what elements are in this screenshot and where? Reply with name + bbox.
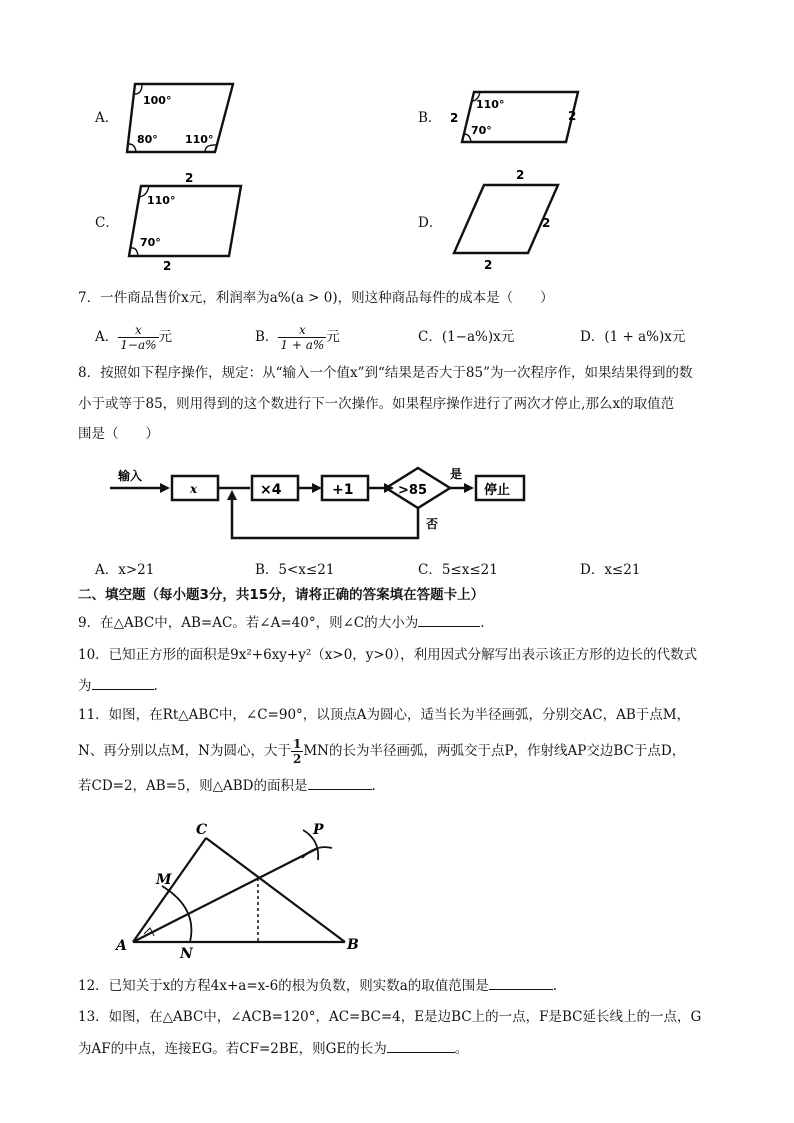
q10-prefix: 为 [78, 678, 92, 694]
flow-input-label: 输入 [118, 469, 143, 483]
q11-frac-den: 2 [292, 751, 302, 766]
q9-answer-blank[interactable] [418, 612, 480, 627]
option-b-label: B． [418, 110, 442, 126]
q11-line-1: 11．如图，在Rt△ABC中，∠C=90°，以顶点A为圆心，适当长为半径画弧，分别交AC，AB于点M， [78, 707, 691, 723]
q12-answer-blank[interactable] [489, 975, 553, 990]
side-d-top: 2 [516, 168, 525, 182]
angle-c-bottom: 70° [140, 236, 161, 249]
q7-option-c: C．(1−a%)x元 [418, 329, 515, 345]
angle-b-bottom: 70° [471, 124, 492, 137]
q10-end: . [153, 678, 158, 694]
q11-triangle-figure [110, 818, 370, 962]
section-2-heading: 二、填空题（每小题3分，共15分，请将正确的答案填在答题卡上） [78, 587, 485, 603]
q13-end: 。 [454, 1041, 469, 1057]
angle-c-top: 110° [147, 194, 176, 207]
q8-line-2: 小于或等于85，则用得到的这个数进行下一次操作。如果程序操作进行了两次才停止,那么x的取值范 [78, 396, 675, 412]
q12-line [78, 975, 557, 996]
q7-a-den: 1−a% [120, 337, 157, 352]
q11-end: . [371, 778, 376, 794]
q10-answer-blank[interactable] [92, 675, 154, 690]
q11-frac-num: 1 [292, 736, 302, 751]
q9-text: 9．在△ABC中，AB=AC。若∠A=40°，则∠C的大小为 [78, 615, 419, 631]
q10-line-2 [78, 675, 158, 696]
q13-text: 为AF的中点，连接EG。若CF=2BE，则GE的长为 [78, 1041, 387, 1057]
flow-condition: >85 [398, 483, 427, 498]
option-a-label: A． [95, 110, 119, 126]
q12-text: 12．已知关于x的方程4x+a=x-6的根为负数，则实数a的取值范围是 [78, 978, 489, 994]
point-p-label: P [313, 822, 324, 838]
q10-line-1: 10．已知正方形的面积是9x²+6xy+y²（x>0，y>0），利用因式分解写出表示该正方形的边长的代数式 [78, 647, 698, 663]
q11-text-b: MN的长为半径画弧，两弧交于点P，作射线AP交边BC于点D， [303, 743, 686, 759]
parallelogram-a-figure [125, 82, 237, 154]
q7-option-d: D．(1 + a%)x元 [580, 329, 686, 345]
q11-answer-blank[interactable] [308, 775, 372, 790]
q8-line-3: 围是（ ） [78, 426, 159, 442]
option-d-label: D． [418, 215, 443, 231]
vertex-b-label: B [347, 937, 359, 953]
q8-line-1: 8．按照如下程序操作，规定：从“输入一个值x”到“结果是否大于85”为一次程序作，如果结果得到的数 [78, 365, 693, 381]
side-b-right: 2 [568, 109, 577, 123]
q9-end: . [480, 615, 485, 631]
angle-a-bottom-left: 80° [137, 133, 158, 146]
q8-option-d: D．x≤21 [580, 562, 641, 578]
side-c-top: 2 [185, 171, 194, 185]
q7-stem: 7．一件商品售价x元，利润率为a%(a > 0)，则这种商品每件的成本是（ ） [78, 290, 554, 306]
q12-end: . [552, 978, 558, 994]
q7-b-den: 1 + a% [280, 337, 325, 352]
q7-a-num: x [118, 323, 158, 338]
flow-box-times4: ×4 [260, 482, 282, 498]
angle-a-top: 100° [143, 94, 172, 107]
q13-line-2 [78, 1038, 468, 1059]
q7-b-num: x [278, 323, 326, 338]
parallelogram-b-figure [450, 88, 590, 146]
side-c-bottom: 2 [163, 259, 172, 273]
q7-a-letter: A． [95, 329, 119, 345]
side-d-bottom: 2 [484, 258, 493, 272]
side-b-left: 2 [450, 111, 459, 125]
q7-a-fraction [118, 323, 158, 352]
parallelogram-c-figure [125, 170, 245, 274]
q7-b-letter: B． [255, 329, 279, 345]
q13-answer-blank[interactable] [387, 1038, 455, 1053]
q7-option-b [255, 318, 340, 356]
q7-b-fraction [278, 323, 326, 352]
q8-option-b: B．5<x≤21 [255, 562, 335, 578]
q8-flowchart [100, 462, 540, 547]
q11-line-2 [78, 735, 685, 767]
q11-text-a: N、再分别以点M，N为圆心，大于 [78, 743, 291, 759]
vertex-a-label: A [116, 938, 127, 954]
flow-box-plus1: +1 [332, 482, 354, 498]
point-n-label: N [180, 946, 193, 962]
q8-option-a: A．x>21 [95, 562, 155, 578]
q7-option-a [95, 318, 172, 356]
q8-option-c: C．5≤x≤21 [418, 562, 498, 578]
q9-line [78, 612, 485, 633]
option-c-label: C． [95, 215, 119, 231]
angle-a-bottom-right: 110° [185, 133, 214, 146]
flow-yes-label: 是 [450, 467, 463, 481]
flow-no-label: 否 [426, 517, 439, 531]
q7-b-unit: 元 [326, 329, 340, 345]
parallelogram-d-figure [448, 165, 568, 275]
vertex-c-label: C [196, 822, 208, 838]
q11-line-3 [78, 775, 376, 796]
flow-stop: 停止 [484, 483, 511, 498]
side-d-right: 2 [542, 216, 551, 230]
flow-box-x: x [190, 482, 198, 496]
q11-text-c: 若CD=2，AB=5，则△ABD的面积是 [78, 778, 308, 794]
q7-a-unit: 元 [158, 329, 172, 345]
angle-b-top: 110° [476, 98, 505, 111]
point-m-label: M [156, 872, 172, 888]
q13-line-1: 13．如图，在△ABC中，∠ACB=120°，AC=BC=4，E是边BC上的一点，F是BC延长线上的一点，G [78, 1009, 702, 1025]
q11-half-fraction [291, 737, 303, 766]
